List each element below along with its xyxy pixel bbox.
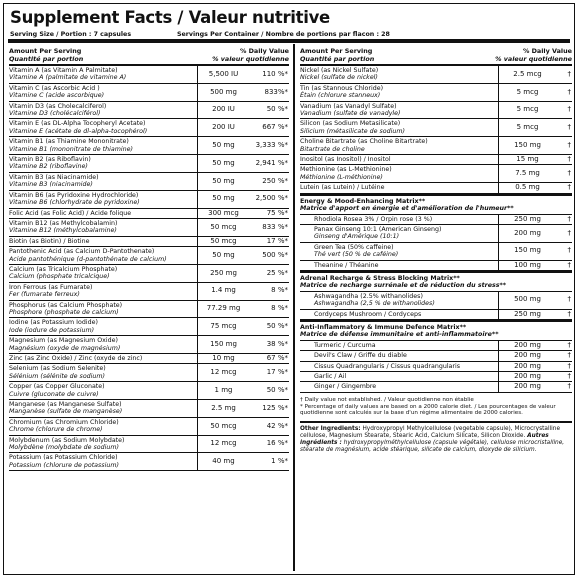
nutrient-daily-value: † — [567, 351, 571, 360]
nutrient-name-en: Phosphorus (as Calcium Phosphate) — [9, 301, 123, 309]
nutrient-name-fr: Ashwagandha (2,5 % de withanolides) — [314, 300, 435, 308]
matrix-heading — [300, 194, 572, 215]
nutrient-amount: 200 IU — [197, 102, 249, 119]
nutrient-row — [9, 191, 289, 209]
nutrient-name-en: Copper (as Copper Gluconate) — [9, 383, 105, 391]
nutrient-daily-value: 75 %* — [266, 208, 288, 217]
other-ingredients-text-fr: hydroxypropylméthylcellulose (capsule végétale), cellulose microcristalline, stéarate de magnésium, acide stéarique, silicate de calcium, dioxyde de silicium. — [300, 440, 565, 454]
nutrient-name-en: Vitamin D3 (as Cholecalciferol) — [9, 102, 107, 110]
nutrient-name — [9, 318, 197, 335]
nutrient-name — [300, 165, 498, 182]
nutrient-amount: 50 mg — [197, 191, 249, 208]
nutrient-row — [300, 261, 572, 271]
nutrient-amount: 2.5 mg — [197, 400, 249, 417]
nutrient-amount: 50 mcg — [197, 219, 249, 236]
nutrient-name — [9, 265, 197, 282]
amount-heading: Amount Per Serving — [300, 47, 373, 55]
nutrient-daily-value: 17 %* — [266, 236, 288, 245]
nutrient-name — [300, 215, 498, 224]
nutrient-name — [9, 119, 197, 136]
footnote-dagger: † Daily value not established. / Valeur quotidienne non établie — [300, 396, 474, 403]
nutrient-row — [9, 84, 289, 102]
nutrient-name — [9, 453, 197, 470]
nutrient-amount: 500 mg — [197, 84, 249, 101]
nutrient-name-en: Ginger / Gingembre — [314, 383, 377, 391]
nutrient-row — [9, 155, 289, 173]
nutrient-amount: 5 mcg — [498, 102, 556, 119]
nutrient-name-fr: Manganèse (sulfate de manganèse) — [9, 408, 123, 416]
amount-heading-fr: Quantité par portion — [300, 55, 375, 63]
nutrient-name — [300, 102, 498, 119]
nutrient-name-en: Vitamin B12 (as Methylcobalamin) — [9, 219, 118, 227]
nutrient-daily-value: 500 %* — [262, 250, 288, 259]
nutrient-row — [9, 265, 289, 283]
nutrient-name — [300, 372, 498, 381]
nutrient-daily-value: † — [567, 155, 571, 164]
nutrient-row — [300, 341, 572, 351]
nutrient-name — [9, 191, 197, 208]
nutrient-row — [9, 418, 289, 436]
matrix-sections — [300, 194, 572, 393]
dv-heading: % Daily Value — [523, 47, 572, 55]
matrix-title-fr: Matrice de défense immunitaire et anti-inflammatoire** — [300, 331, 499, 339]
nutrient-name — [300, 382, 498, 391]
nutrient-name — [9, 247, 197, 264]
matrix-title-fr: Matrice de recharge surrénale et de réduction du stress** — [300, 282, 507, 290]
nutrient-name-en: Devil's Claw / Griffe du diable — [314, 352, 407, 360]
nutrient-daily-value: † — [567, 295, 571, 304]
nutrient-name — [9, 173, 197, 190]
nutrient-name — [300, 137, 498, 154]
nutrient-amount: 5,500 IU — [197, 66, 249, 83]
matrix-title-fr: Matrice d'apport en énergie et d'amélioration de l'humeur** — [300, 205, 514, 213]
panel-title: Supplement Facts / Valeur nutritive — [10, 8, 330, 27]
nutrient-name — [9, 354, 197, 363]
nutrient-row — [9, 364, 289, 382]
nutrient-daily-value: 17 %* — [266, 368, 288, 377]
nutrient-amount: 200 mg — [498, 341, 556, 350]
nutrient-name — [300, 292, 498, 309]
nutrient-name-en: Manganese (as Manganese Sulfate) — [9, 401, 122, 409]
nutrient-daily-value: † — [567, 340, 571, 349]
nutrient-daily-value: † — [567, 69, 571, 78]
nutrient-row — [300, 155, 572, 165]
nutrient-name-fr: Vitamine B3 (niacinamide) — [9, 181, 93, 189]
nutrient-name-en: Vanadium (as Vanadyl Sulfate) — [300, 102, 397, 110]
nutrient-name — [9, 137, 197, 154]
nutrient-row — [300, 382, 572, 392]
nutrient-daily-value: 833%* — [264, 87, 288, 96]
nutrient-name-fr: Sélénium (sélénite de sodium) — [9, 372, 106, 380]
nutrient-row — [300, 215, 572, 225]
nutrient-row — [9, 354, 289, 364]
nutrient-name — [9, 84, 197, 101]
nutrient-name-fr: Iode (iodure de potassium) — [9, 326, 95, 334]
nutrient-amount: 75 mcg — [197, 318, 249, 335]
nutrient-name-fr: Thé vert (50 % de caféine) — [314, 251, 399, 259]
nutrient-name-fr: Vitamine B1 (mononitrate de thiamine) — [9, 145, 133, 153]
nutrient-name-en: Biotin (as Biotin) / Biotine — [9, 237, 90, 245]
nutrient-name-en: Turmeric / Curcuma — [314, 341, 376, 349]
nutrient-daily-value: 250 %* — [262, 176, 288, 185]
nutrient-row — [300, 292, 572, 310]
nutrient-row — [9, 283, 289, 301]
nutrient-amount: 15 mg — [498, 155, 556, 164]
nutrient-name-fr: Vitamine D3 (cholécalciférol) — [9, 110, 101, 118]
nutrient-name-en: Molybdenum (as Sodium Molybdate) — [9, 436, 125, 444]
amount-heading-fr: Quantité par portion — [9, 55, 84, 63]
nutrient-amount: 200 mg — [498, 372, 556, 381]
nutrient-name-en: Vitamin A (as Vitamin A Palmitate) — [9, 67, 118, 74]
nutrient-name-en: Folic Acid (as Folic Acid) / Acide folique — [9, 209, 132, 217]
nutrient-name — [9, 418, 197, 435]
nutrient-daily-value: 1 %* — [271, 457, 288, 466]
nutrient-amount: 50 mcg — [197, 418, 249, 435]
nutrient-amount: 1.4 mg — [197, 283, 249, 300]
nutrient-name-fr: Calcium (phosphate tricalcique) — [9, 273, 110, 281]
nutrient-daily-value: 3,333 %* — [255, 140, 288, 149]
nutrient-amount: 0.5 mg — [498, 183, 556, 192]
nutrient-name-fr: Vitamine E (acétate de dl-alpha-tocophérol) — [9, 127, 148, 135]
nutrient-name-en: Cissus Quadrangularis / Cissus quadrangularis — [314, 362, 461, 370]
nutrient-name-en: Green Tea (50% caffeine) — [314, 243, 394, 251]
nutrient-amount: 200 mg — [498, 351, 556, 360]
nutrient-amount: 250 mg — [197, 265, 249, 282]
nutrient-row — [9, 209, 289, 219]
nutrient-amount: 12 mcg — [197, 436, 249, 453]
nutrient-name — [9, 436, 197, 453]
nutrient-name-fr: Magnésium (oxyde de magnésium) — [9, 344, 121, 352]
nutrient-row — [9, 137, 289, 155]
nutrient-name — [300, 84, 498, 101]
nutrient-row — [300, 372, 572, 382]
nutrient-name-en: Rhodiola Rosea 3% / Orpin rose (3 %) — [314, 215, 433, 223]
nutrient-name-en: Choline Bitartrate (as Choline Bitartrate) — [300, 138, 428, 146]
right-nutrient-list — [300, 66, 572, 194]
nutrient-name — [9, 102, 197, 119]
nutrient-amount: 50 mg — [197, 247, 249, 264]
nutrient-name — [300, 351, 498, 360]
other-ingredients-label: Other Ingredients: — [300, 426, 361, 433]
nutrient-name-en: Pantothenic Acid (as Calcium D-Pantothenate) — [9, 248, 155, 256]
nutrient-amount: 77.29 mg — [197, 301, 249, 318]
nutrient-row — [300, 102, 572, 120]
header-divider — [8, 39, 570, 43]
nutrient-daily-value: 38 %* — [266, 339, 288, 348]
nutrient-name-fr: Étain (chlorure stanneux) — [300, 92, 381, 100]
nutrient-amount: 200 IU — [197, 119, 249, 136]
nutrient-row — [9, 336, 289, 354]
nutrient-row — [9, 237, 289, 247]
matrix-title-en: Adrenal Recharge & Stress Blocking Matrix** — [300, 274, 460, 282]
nutrient-name-en: Nickel (as Nickel Sulfate) — [300, 67, 379, 74]
nutrient-daily-value: 2,941 %* — [255, 158, 288, 167]
nutrient-daily-value: 8 %* — [271, 304, 288, 313]
nutrient-amount: 500 mg — [498, 292, 556, 309]
right-column-header — [300, 44, 572, 66]
nutrient-daily-value: † — [567, 105, 571, 114]
matrix-title-en: Energy & Mood-Enhancing Matrix** — [300, 197, 426, 205]
nutrient-row — [9, 400, 289, 418]
nutrient-name — [300, 183, 498, 192]
matrix-heading — [300, 271, 572, 292]
dv-heading-fr: % valeur quotidienne — [212, 55, 289, 63]
nutrient-daily-value: † — [567, 246, 571, 255]
nutrient-name — [300, 310, 498, 319]
nutrient-row — [300, 183, 572, 193]
nutrient-name — [300, 66, 498, 83]
nutrient-name-en: Silicon (as Sodium Metasilicate) — [300, 120, 401, 128]
column-divider — [293, 44, 295, 571]
nutrient-name-en: Lutein (as Lutein) / Lutéine — [300, 184, 385, 192]
nutrient-name-en: Chromium (as Chromium Chloride) — [9, 418, 119, 426]
nutrient-amount: 10 mg — [197, 354, 249, 363]
nutrient-name-en: Zinc (as Zinc Oxide) / Zinc (oxyde de zinc) — [9, 355, 143, 362]
nutrient-name — [300, 362, 498, 371]
nutrient-amount: 200 mg — [498, 225, 556, 242]
nutrient-amount: 300 mcg — [197, 209, 249, 218]
nutrient-daily-value: † — [567, 169, 571, 178]
nutrient-amount: 150 mg — [498, 137, 556, 154]
nutrient-name-fr: Bitartrate de choline — [300, 145, 365, 153]
nutrient-amount: 2.5 mcg — [498, 66, 556, 83]
nutrient-name-en: Theanine / Théanine — [314, 261, 379, 269]
nutrient-name-en: Panax Ginseng 10:1 (American Ginseng) — [314, 225, 442, 233]
nutrient-row — [300, 351, 572, 361]
nutrient-name-fr: Chrome (chlorure de chrome) — [9, 426, 103, 434]
nutrient-daily-value: 125 %* — [262, 403, 288, 412]
other-ingredients — [300, 421, 572, 454]
nutrient-name-en: Tin (as Stannous Chloride) — [300, 84, 384, 92]
nutrient-name-fr: Vanadium (sulfate de vanadyle) — [300, 110, 401, 118]
nutrient-name-en: Iron Ferrous (as Fumarate) — [9, 283, 93, 291]
nutrient-amount: 200 mg — [498, 362, 556, 371]
nutrient-name-fr: Vitamine C (acide ascorbique) — [9, 92, 105, 100]
nutrient-name — [9, 364, 197, 381]
nutrient-row — [9, 382, 289, 400]
nutrient-row — [9, 66, 289, 84]
nutrient-daily-value: 833 %* — [262, 222, 288, 231]
serving-info — [10, 31, 568, 38]
nutrient-name — [300, 243, 498, 260]
nutrient-name-fr: Potassium (chlorure de potassium) — [9, 461, 119, 469]
nutrient-name — [300, 119, 498, 136]
nutrient-name-fr: Acide pantothénique (d-pantothénate de calcium) — [9, 255, 167, 263]
nutrient-daily-value: † — [567, 361, 571, 370]
nutrient-daily-value: 67 %* — [266, 354, 288, 362]
nutrient-daily-value: † — [567, 309, 571, 318]
dv-heading: % Daily Value — [240, 47, 289, 55]
nutrient-daily-value: 110 %* — [262, 69, 288, 78]
nutrient-amount: 50 mg — [197, 173, 249, 190]
serving-size: Serving Size / Portion : 7 capsules — [10, 31, 132, 38]
nutrient-name-en: Vitamin B6 (as Pyridoxine Hydrochloride) — [9, 191, 139, 199]
nutrient-row — [9, 453, 289, 471]
nutrient-daily-value: 50 %* — [266, 385, 288, 394]
nutrient-row — [300, 119, 572, 137]
nutrient-amount: 50 mg — [197, 137, 249, 154]
nutrient-daily-value: 50 %* — [266, 105, 288, 114]
nutrient-name-en: Vitamin E (as DL-Alpha Tocopheryl Acetate) — [9, 120, 146, 128]
nutrient-amount: 100 mg — [498, 261, 556, 270]
nutrient-name — [9, 237, 197, 246]
servings-per-container: Servings Per Container / Nombre de portions par flacon : 28 — [177, 31, 390, 38]
nutrient-name-en: Garlic / Ail — [314, 373, 347, 380]
nutrient-amount: 250 mg — [498, 310, 556, 319]
nutrient-daily-value: † — [567, 372, 571, 380]
nutrient-row — [9, 436, 289, 454]
nutrient-name-en: Vitamin B3 (as Niacinamide) — [9, 173, 99, 181]
nutrient-amount: 1 mg — [197, 382, 249, 399]
nutrient-amount: 200 mg — [498, 382, 556, 391]
nutrient-row — [300, 225, 572, 243]
dv-heading-fr: % valeur quotidienne — [495, 55, 572, 63]
nutrient-amount: 7.5 mg — [498, 165, 556, 182]
nutrient-name-en: Methionine (as L-Methionine) — [300, 166, 392, 174]
nutrient-row — [9, 247, 289, 265]
nutrient-name — [300, 341, 498, 350]
nutrient-row — [300, 165, 572, 183]
nutrient-name — [9, 219, 197, 236]
nutrient-name-fr: Fer (fumarate ferreux) — [9, 291, 80, 299]
matrix-title-en: Anti-Inflammatory & Immune Defence Matrix** — [300, 323, 467, 331]
nutrient-name — [300, 225, 498, 242]
nutrient-daily-value: 16 %* — [266, 439, 288, 448]
nutrient-amount: 40 mg — [197, 453, 249, 470]
nutrient-name-en: Potassium (as Potassium Chloride) — [9, 454, 118, 462]
nutrient-row — [9, 102, 289, 120]
nutrient-daily-value: 2,500 %* — [255, 194, 288, 203]
nutrient-amount: 150 mg — [498, 243, 556, 260]
nutrient-row — [300, 66, 572, 84]
nutrient-name-en: Iodine (as Potassium Iodide) — [9, 319, 98, 327]
nutrient-row — [300, 84, 572, 102]
nutrient-name-fr: Ginseng d'Amérique (10:1) — [314, 233, 400, 241]
nutrient-row — [9, 119, 289, 137]
nutrient-name — [300, 261, 498, 270]
nutrient-row — [9, 301, 289, 319]
nutrient-daily-value: 8 %* — [271, 286, 288, 295]
nutrient-name-en: Ashwagandha (2.5% withanolides) — [314, 292, 423, 300]
nutrient-daily-value: † — [567, 87, 571, 96]
nutrient-row — [300, 362, 572, 372]
supplement-facts-panel — [3, 3, 575, 575]
other-ingredients-label-fr: Autres ingrédients : — [300, 433, 549, 447]
nutrient-name — [300, 155, 498, 164]
nutrient-name-en: Inositol (as Inositol) / Inositol — [300, 156, 391, 164]
nutrient-row — [9, 219, 289, 237]
nutrient-name-fr: Vitamine B12 (méthylcobalamine) — [9, 227, 117, 235]
nutrient-name-fr: Vitamine A (palmitate de vitamine A) — [9, 74, 127, 82]
nutrient-daily-value: † — [567, 123, 571, 132]
nutrient-daily-value: † — [567, 228, 571, 237]
nutrient-name-en: Calcium (as Tricalcium Phosphate) — [9, 265, 118, 273]
nutrient-daily-value: 25 %* — [266, 268, 288, 277]
footnote-asterisk: * Percentage of daily values are based on a 2000 calorie diet. / Les pourcentages de valeur quotidienne sont calculés sur la base d'un régime alimentaire de 2000 calories. — [300, 403, 556, 417]
other-ingredients-text: Hydroxypropyl Methylcellulose (vegetable capsule), Microcrystalline cellulose, Magnesium Stearate, Stearic Acid, Calcium Silicate, Silicon Dioxide. — [300, 426, 561, 440]
nutrient-name — [9, 336, 197, 353]
nutrient-amount: 12 mcg — [197, 364, 249, 381]
nutrient-name-fr: Vitamine B6 (chlorhydrate de pyridoxine) — [9, 199, 140, 207]
nutrient-daily-value: † — [567, 382, 571, 391]
nutrient-name-fr: Silicium (métasilicate de sodium) — [300, 127, 405, 135]
left-nutrient-list — [9, 66, 289, 471]
footnotes — [300, 393, 572, 417]
nutrient-name — [9, 382, 197, 399]
left-column-header — [9, 44, 289, 66]
amount-heading: Amount Per Serving — [9, 47, 82, 55]
nutrient-name-en: Cordyceps Mushroom / Cordyceps — [314, 310, 422, 318]
nutrient-name-en: Vitamin C (as Ascorbic Acid ) — [9, 84, 100, 92]
nutrient-amount: 50 mcg — [197, 237, 249, 246]
nutrient-name — [9, 209, 197, 218]
nutrient-row — [300, 137, 572, 155]
nutrient-name-en: Selenium (as Sodium Selenite) — [9, 365, 106, 373]
nutrient-row — [300, 243, 572, 261]
right-column — [300, 44, 572, 454]
nutrient-name-fr: Phosphore (phosphate de calcium) — [9, 308, 119, 316]
nutrient-daily-value: † — [567, 260, 571, 269]
nutrient-name-fr: Vitamine B2 (riboflavine) — [9, 163, 88, 171]
nutrient-name-fr: Nickel (sulfate de nickel) — [300, 74, 378, 82]
nutrient-daily-value: 42 %* — [266, 421, 288, 430]
left-column — [9, 44, 289, 471]
nutrient-daily-value: 667 %* — [262, 123, 288, 132]
nutrient-daily-value: † — [567, 140, 571, 149]
nutrient-name — [9, 400, 197, 417]
nutrient-name-en: Vitamin B1 (as Thiamine Mononitrate) — [9, 138, 129, 146]
nutrient-daily-value: 50 %* — [266, 322, 288, 331]
nutrient-amount: 150 mg — [197, 336, 249, 353]
nutrient-name-fr: Molybdène (molybdate de sodium) — [9, 444, 119, 452]
nutrient-name-en: Vitamin B2 (as Riboflavin) — [9, 156, 91, 164]
nutrient-row — [9, 318, 289, 336]
nutrient-row — [300, 310, 572, 320]
nutrient-name-fr: Cuivre (gluconate de cuivre) — [9, 390, 99, 398]
nutrient-amount: 250 mg — [498, 215, 556, 224]
nutrient-row — [9, 173, 289, 191]
nutrient-name — [9, 283, 197, 300]
nutrient-name — [9, 155, 197, 172]
nutrient-amount: 5 mcg — [498, 84, 556, 101]
nutrient-daily-value: † — [567, 183, 571, 192]
nutrient-amount: 5 mcg — [498, 119, 556, 136]
nutrient-daily-value: † — [567, 214, 571, 223]
nutrient-name-fr: Méthionine (L-méthionine) — [300, 173, 383, 181]
nutrient-name — [9, 66, 197, 83]
nutrient-name — [9, 301, 197, 318]
matrix-heading — [300, 320, 572, 341]
nutrient-name-en: Magnesium (as Magnesium Oxide) — [9, 337, 118, 345]
nutrient-amount: 50 mg — [197, 155, 249, 172]
